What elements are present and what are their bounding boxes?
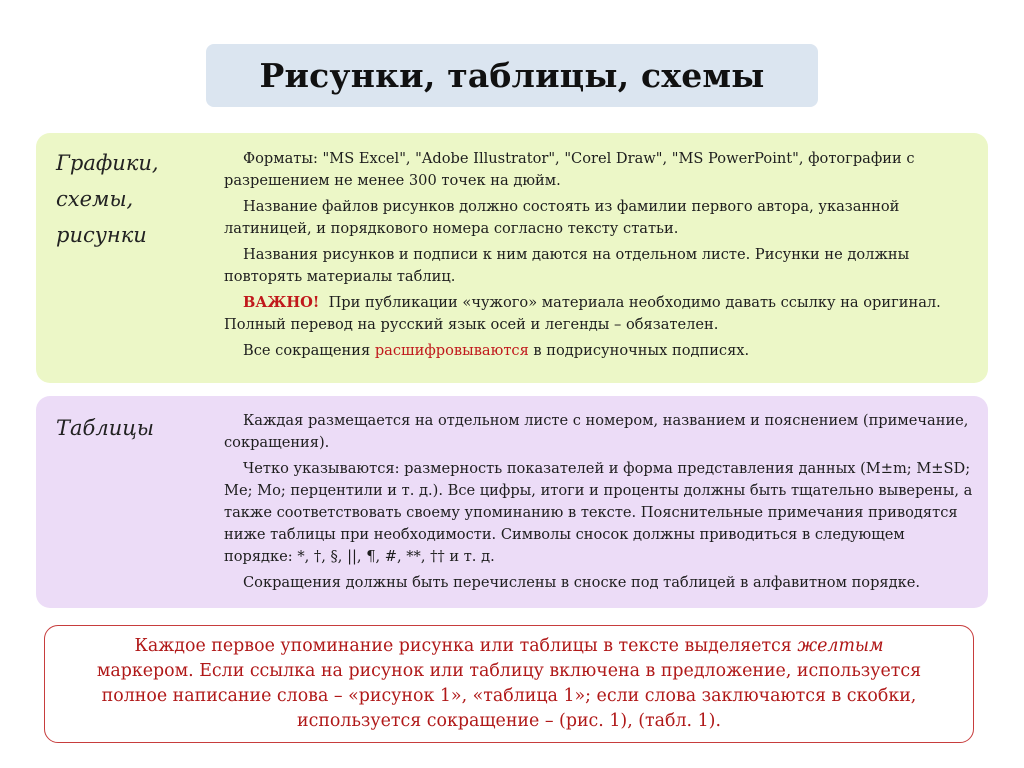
- important-text: При публикации «чужого» материала необходимо давать ссылку на оригинал. Полный перевод на русский язык осей и легенды – обязателен.: [224, 294, 941, 333]
- figures-formats-paragraph: Форматы: "MS Excel", "Adobe Illustrator", "Corel Draw", "MS PowerPoint", фотографии с разрешением не менее 300 точек на дюйм.: [224, 150, 915, 189]
- tables-label: Таблицы: [56, 416, 154, 440]
- figures-panel: [36, 133, 988, 383]
- figures-label-line: схемы,: [56, 187, 134, 211]
- figures-captions-paragraph: Названия рисунков и подписи к ним даются на отдельном листе. Рисунки не должны повторять материалы таблиц.: [224, 246, 910, 285]
- notice-text-before: Каждое первое упоминание рисунка или таблицы в тексте выделяется: [134, 636, 792, 656]
- important-label: ВАЖНО!: [243, 294, 320, 311]
- figures-label-line: Графики,: [56, 151, 159, 175]
- figures-filename-paragraph: Название файлов рисунков должно состоять из фамилии первого автора, указанной латиницей, и порядкового номера согласно тексту статьи.: [224, 198, 900, 237]
- tables-panel: [36, 396, 988, 608]
- notice-text: [85, 634, 933, 734]
- figures-label: [56, 145, 206, 253]
- notice-box: [44, 625, 974, 743]
- abbrev-text-after: в подрисуночных подписях.: [533, 342, 750, 359]
- tables-placement-paragraph: Каждая размещается на отдельном листе с номером, названием и пояснением (примечание, сокращения).: [224, 412, 969, 451]
- figures-label-line: рисунки: [56, 223, 147, 247]
- page-title: Рисунки, таблицы, схемы: [259, 56, 765, 95]
- abbrev-highlight: расшифровываются: [374, 342, 529, 359]
- tables-data-paragraph: Четко указываются: размерность показателей и форма представления данных (M±m; M±SD; Me; Mo; перцентили и т. д.). Все цифры, итоги и проценты должны быть тщательно выверены, а также соответствовать своему упоминанию в тексте. Пояснительные примечания приводятся ниже таблицы при необходимости. Символы сносок должны приводиться в следующем порядке: *, †, §, ||, ¶, #, **, †† и т. д.: [224, 460, 973, 565]
- title-banner: [206, 44, 818, 107]
- figures-body: [224, 148, 974, 366]
- figures-abbreviations-paragraph: [224, 340, 974, 362]
- tables-body: [224, 410, 974, 598]
- figures-important-paragraph: [224, 292, 974, 336]
- tables-abbreviations-paragraph: Сокращения должны быть перечислены в сноске под таблицей в алфавитном порядке.: [243, 574, 921, 591]
- abbrev-text-before: Все сокращения: [243, 342, 371, 359]
- notice-text-after: маркером. Если ссылка на рисунок или таблицу включена в предложение, используется полное написание слова – «рисунок 1», «таблица 1»; если слова заключаются в скобки, используется сокращение – (рис. 1), (табл. 1).: [96, 661, 922, 731]
- notice-italic-word: желтым: [797, 636, 884, 656]
